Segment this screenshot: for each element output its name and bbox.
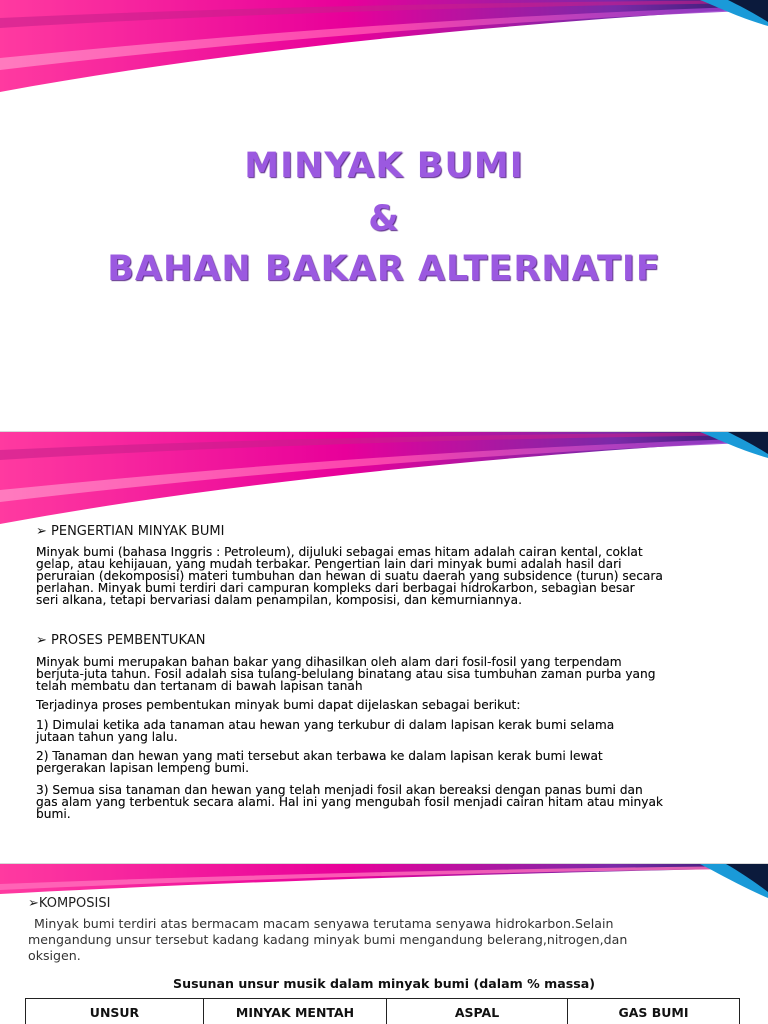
paragraph-komposisi bbox=[28, 916, 740, 964]
text-line: gelap, atau kehijauan, yang mudah terbakar. Pengertian lain dari minyak bumi adalah hasil dari bbox=[36, 557, 622, 571]
text-line: oksigen. bbox=[28, 948, 81, 963]
composition-table bbox=[25, 998, 740, 1024]
table-caption: Susunan unsur musik dalam minyak bumi (dalam % massa) bbox=[173, 976, 595, 991]
text-line: bumi. bbox=[36, 807, 71, 821]
heading-proses: ➢ PROSES PEMBENTUKAN bbox=[36, 633, 206, 648]
decorative-swoosh bbox=[0, 864, 768, 904]
step-2 bbox=[36, 750, 736, 774]
table-header-minyak-mentah: MINYAK MENTAH bbox=[204, 999, 387, 1024]
text-line: perlahan. Minyak bumi terdiri dari campuran kompleks dari berbagai hidrokarbon, sebagian besar bbox=[36, 581, 635, 595]
text-line: Minyak bumi terdiri atas bermacam macam senyawa terutama senyawa hidrokarbon.Selain bbox=[34, 916, 614, 931]
text-line: mengandung unsur tersebut kadang kadang minyak bumi mengandung belerang,nitrogen,dan bbox=[28, 932, 628, 947]
text-line: 3) Semua sisa tanaman dan hewan yang telah menjadi fosil akan bereaksi dengan panas bumi dan bbox=[36, 783, 643, 797]
table-header-gas-bumi: GAS BUMI bbox=[568, 999, 740, 1024]
text-line: Minyak bumi (bahasa Inggris : Petroleum), dijuluki sebagai emas hitam adalah cairan kental, coklat bbox=[36, 545, 643, 559]
heading-komposisi: ➢KOMPOSISI bbox=[28, 896, 111, 911]
text-line: jutaan tahun yang lalu. bbox=[36, 730, 178, 744]
decorative-swoosh bbox=[0, 0, 768, 100]
table-header-unsur: UNSUR bbox=[26, 999, 204, 1024]
step-1 bbox=[36, 719, 736, 743]
paragraph-proses bbox=[36, 656, 736, 692]
text-line: peruraian (dekomposisi) materi tumbuhan dan hewan di suatu daerah yang subsidence (turun) secara bbox=[36, 569, 663, 583]
paragraph-intro-steps: Terjadinya proses pembentukan minyak bumi dapat dijelaskan sebagai berikut: bbox=[36, 698, 521, 712]
decorative-swoosh bbox=[0, 432, 768, 532]
text-line: 1) Dimulai ketika ada tanaman atau hewan yang terkubur di dalam lapisan kerak bumi selama bbox=[36, 718, 615, 732]
text-line: Minyak bumi merupakan bahan bakar yang dihasilkan oleh alam dari fosil-fosil yang terpendam bbox=[36, 655, 622, 669]
text-line: seri alkana, tetapi bervariasi dalam penampilan, komposisi, dan kemurniannya. bbox=[36, 593, 522, 607]
slide-komposisi bbox=[0, 864, 768, 1024]
title-line-1: MINYAK BUMI bbox=[244, 146, 524, 186]
slide-title bbox=[0, 0, 768, 432]
step-3 bbox=[36, 784, 736, 820]
table-header-row bbox=[26, 999, 740, 1024]
paragraph-pengertian bbox=[36, 546, 736, 606]
title-line-3: BAHAN BAKAR ALTERNATIF bbox=[107, 249, 661, 289]
heading-pengertian: ➢ PENGERTIAN MINYAK BUMI bbox=[36, 524, 225, 539]
text-line: gas alam yang terbentuk secara alami. Hal ini yang mengubah fosil menjadi cairan hitam atau minyak bbox=[36, 795, 663, 809]
slide-pengertian bbox=[0, 432, 768, 864]
title-line-2: & bbox=[368, 199, 400, 239]
text-line: telah membatu dan tertanam di bawah lapisan tanah bbox=[36, 679, 363, 693]
table-header-aspal: ASPAL bbox=[387, 999, 568, 1024]
text-line: berjuta-juta tahun. Fosil adalah sisa tulang-belulang binatang atau sisa tumbuhan zaman purba yang bbox=[36, 667, 656, 681]
text-line: pergerakan lapisan lempeng bumi. bbox=[36, 761, 249, 775]
text-line: 2) Tanaman dan hewan yang mati tersebut akan terbawa ke dalam lapisan kerak bumi lewat bbox=[36, 749, 603, 763]
